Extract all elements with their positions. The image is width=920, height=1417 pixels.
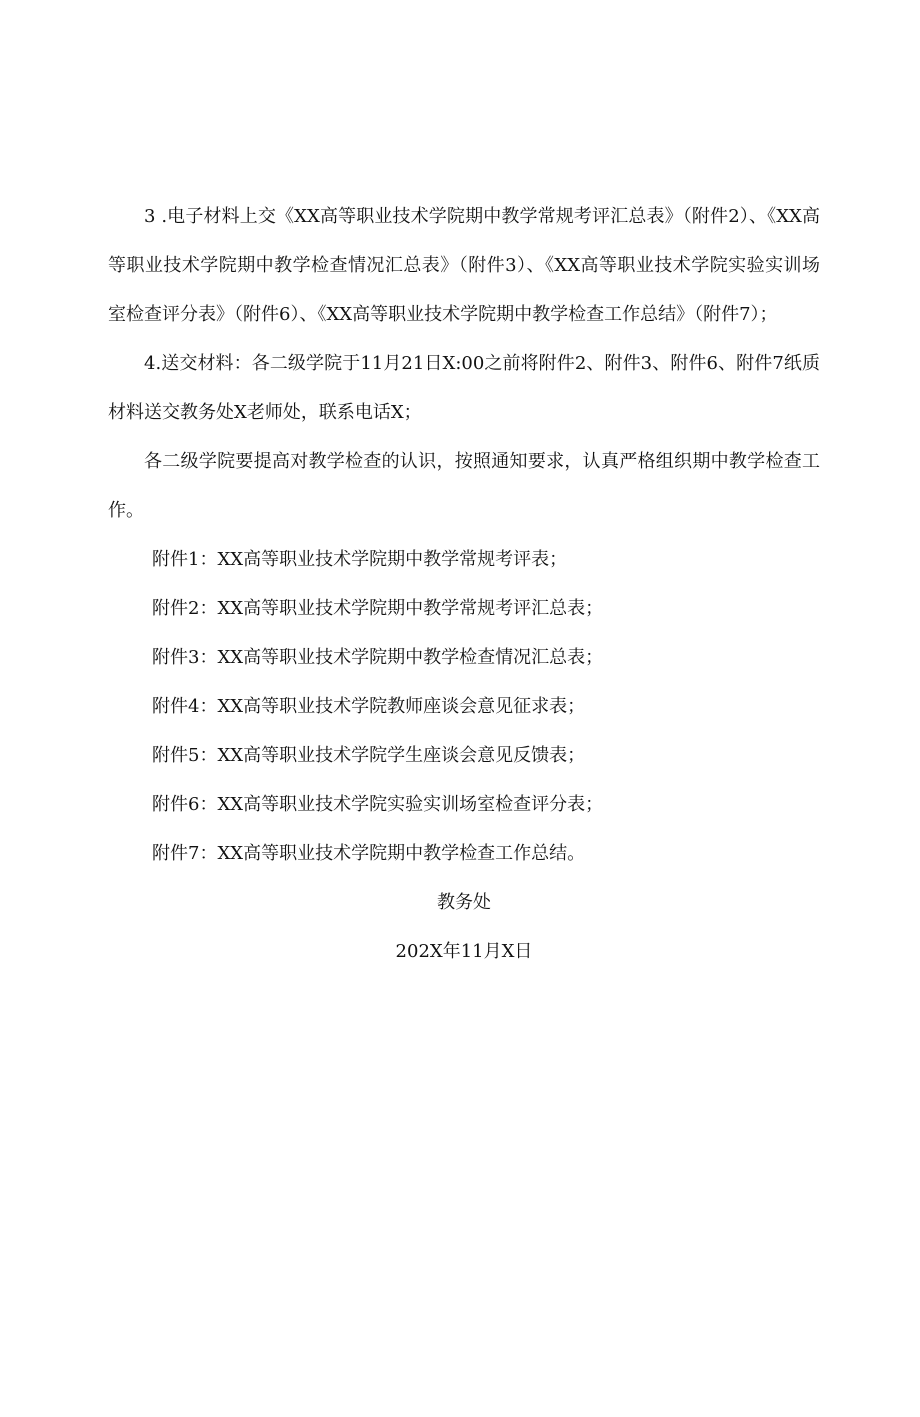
paragraph-electronic-materials: 3 .电子材料上交《XX高等职业技术学院期中教学常规考评汇总表》（附件2）、《XX高等职业技术学院期中教学检查情况汇总表》（附件3）、《XX高等职业技术学院实验实训场室检查评分表》（附件6）、《XX高等职业技术学院期中教学检查工作总结》（附件7）；	[108, 206, 820, 325]
document-body	[108, 192, 820, 976]
attachment-item-3: 附件3：XX高等职业技术学院期中教学检查情况汇总表；	[152, 647, 604, 668]
attachment-item-7: 附件7：XX高等职业技术学院期中教学检查工作总结。	[152, 843, 586, 864]
signature-date: 202X年11月X日	[395, 941, 533, 962]
paragraph-requirements: 各二级学院要提高对教学检查的认识，按照通知要求，认真严格组织期中教学检查工作。	[108, 451, 820, 521]
signature-department: 教务处	[437, 892, 491, 913]
attachment-item-4: 附件4：XX高等职业技术学院教师座谈会意见征求表；	[152, 696, 586, 717]
attachment-item-5: 附件5：XX高等职业技术学院学生座谈会意见反馈表；	[152, 745, 586, 766]
paragraph-paper-materials: 4.送交材料：各二级学院于11月21日X:00之前将附件2、附件3、附件6、附件7纸质材料送交教务处X老师处，联系电话X；	[108, 353, 820, 423]
attachment-item-6: 附件6：XX高等职业技术学院实验实训场室检查评分表；	[152, 794, 604, 815]
attachment-item-1: 附件1：XX高等职业技术学院期中教学常规考评表；	[152, 549, 568, 570]
attachment-item-2: 附件2：XX高等职业技术学院期中教学常规考评汇总表；	[152, 598, 604, 619]
